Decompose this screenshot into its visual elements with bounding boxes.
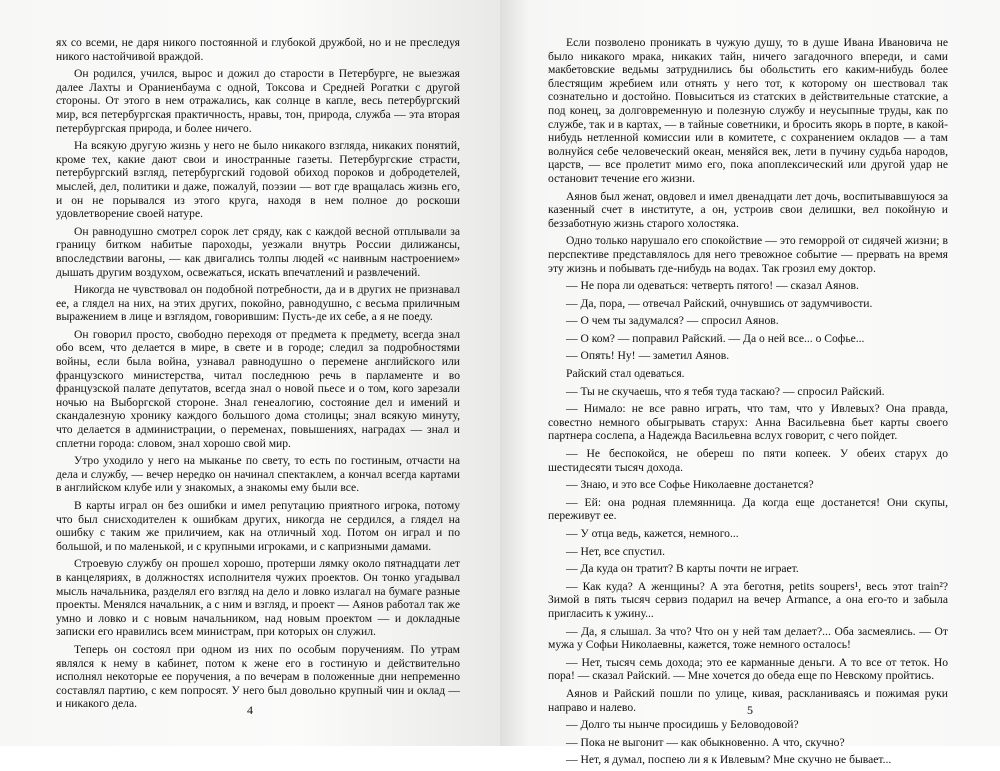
dialogue-line: — У отца ведь, кажется, немного... — [566, 527, 739, 540]
dialogue-line: — Ты не скучаешь, что я тебя туда таскаю? — спросил Райский. — [566, 384, 885, 398]
dialogue-line: — Не беспокойся, не обереш по пяти копеек. У обеих старух до шестидесяти тысяч дохода. — [548, 447, 948, 474]
paragraph: Он равнодушно смотрел сорок лет сряду, как с каждой весной отплывали за границу битком набитые пароходы, уезжали внутрь России дилижансы, впоследствии вагоны, — как двигались толпы людей «с наивным настроением» дышать другим воздухом, освежаться, искать впечатлений и развлечений. — [56, 224, 460, 279]
paragraph: ях со всеми, не даря никого постоянной и глубокой дружбой, но и не преследуя никого настойчивой враждой. — [56, 36, 460, 63]
dialogue-line: — Нимало: не все равно играть, что там, что у Ивлевых? Она правда, совестно немного обыгрывать старух: Анна Васильевна бьет карты своего партнера сослепа, а Надежда Васильевна вслух говорит, с чего пойдет. — [548, 402, 948, 443]
dialogue-line: — Как куда? А женщины? А эта беготня, petits soupers¹, весь этот train²? Зимой в пять тысяч сервиз подарил на вечер Armance, а она его-то и забыла пригласить к ужину... — [548, 579, 948, 620]
dialogue-line: — О чем ты задумался? — спросил Аянов. — [566, 314, 779, 328]
dialogue-line: — Ей: она родная племянница. Да когда еще достанется! Они скупы, переживут ее. — [548, 495, 948, 523]
right-page — [500, 0, 1000, 767]
dialogue-line: — Нет, я думал, поспею ли я к Ивлевым? Мне скучно не бывает... — [566, 753, 892, 767]
paragraph: В карты играл он без ошибки и имел репутацию приятного игрока, потому что был снисходителен к ошибкам других, никогда не сердился, а глядел на ошибку с таким же приличием, как на отличный ход. Потом он играл и по большой, и по маленькой, и с крупными игроками, и с капризными дамами. — [56, 499, 460, 553]
paragraph: Аянов и Райский пошли по улице, кивая, раскланиваясь и пожимая руки направо и налево. — [548, 686, 948, 714]
paragraph: Он говорил просто, свободно переходя от предмета к предмету, всегда знал обо всем, что делается в мире, в свете и в городе; следил за подробностями войны, если была война, узнавал равнодушно о перемене английского или французского министерства, читал последнюю речь в парламенте и во французской палате депутатов, всегда знал о новой пьесе и о том, кого зарезали ночью на Выборгской стороне. Знал генеалогию, состояние дел и имений и скандалезную хронику каждого большого дома столицы; знал всякую минуту, что делается в администрации, о переменах, повышениях, наградах — знал и сплетни города: словом, знал хорошо свой мир. — [56, 327, 460, 450]
dialogue-line: — Нет, тысяч семь дохода; это ее карманные деньги. А то все от теток. Но пора! — сказал Райский. — Мне хочется до обеда еще по Невскому пройтись. — [548, 655, 948, 683]
left-page — [0, 0, 500, 746]
paragraph: Аянов был женат, овдовел и имел двенадцати лет дочь, воспитывавшуюся за казенный счет в институте, а он, устроив свои делишки, вел покойную и беззаботную жизнь старого холостяка. — [548, 189, 948, 230]
paragraph: На всякую другую жизнь у него не было никакого взгляда, никаких понятий, кроме тех, какие дают свои и иностранные газеты. Петербургские страсти, петербургский взгляд, петербургский годовой обиход пороков и добродетелей, мыслей, дел, политики и даже, пожалуй, поэзии — вот где вращалась жизнь его, и он не порывался из этого круга, находя в нем полное до роскоши удовлетворение своей натуре. — [56, 139, 460, 221]
paragraph: Райский стал одеваться. — [566, 367, 685, 381]
dialogue-line: — Да, я слышал. За что? Что он у ней там делает?... Оба засмеялись. — От мужа у Софьи Николаевны, кажется, тоже немного осталось! — [548, 624, 948, 652]
page-number: 4 — [247, 703, 253, 717]
page-number: 5 — [747, 703, 753, 717]
paragraph: Он родился, учился, вырос и дожил до старости в Петербурге, не выезжая далее Лахты и Ораниенбаума с одной, Токсова и Средней Рогатки с другой стороны. От этого в нем отражались, как солнце в капле, весь петербургский мир, вся петербургская практичность, нравы, тон, природа, служба — эта вторая петербургская природа, и более ничего. — [56, 67, 460, 135]
dialogue-line: — Знаю, и это все Софье Николаевне достанется? — [566, 478, 814, 492]
left-page-text — [56, 36, 460, 715]
paragraph: Одно только нарушало его спокойствие — это геморрой от сидячей жизни; в перспективе представлялось для него тревожное событие — прервать на время эту жизнь и побывать где-нибудь на водах. Так грозил ему доктор. — [548, 234, 948, 275]
dialogue-line: — Да куда он тратит? В карты почти не играет. — [566, 562, 799, 576]
right-page-text — [548, 36, 948, 771]
dialogue-line: — О ком? — поправил Райский. — Да о ней все... о Софье... — [566, 331, 865, 345]
paragraph: Если позволено проникать в чужую душу, то в душе Ивана Ивановича не было никакого мрака, никаких тайн, ничего загадочного впереди, и сами макбетовские ведьмы затруднились бы обольстить его каким-нибудь более блестящим жребием или отнять у него тот, к которому он шествовал так сознательно и достойно. Повыситься из статских в действительные статские, а под конец, за долговременную и полезную службу и неусыпные труды, как по службе, так и в картах, — в тайные советники, и бросить якорь в порте, в какой-нибудь нетленной комиссии или в комитете, с сохранением окладов — а там волнуйся себе человеческий океан, меняйся век, лети в пучину судьба народов, царств, — все пролетит мимо его, пока апоплексический или другой удар не остановит течение его жизни. — [548, 36, 948, 185]
paragraph: Никогда не чувствовал он подобной потребности, да и в других не признавал ее, а глядел на них, на этих других, покойно, равнодушно, с весьма приличным выражением в лице и взглядом, говорившим: Пусть-де их себе, а я не поеду. — [56, 283, 460, 324]
dialogue-line: — Опять! Ну! — заметил Аянов. — [566, 349, 730, 363]
dialogue-line: — Долго ты нынче просидишь у Беловодовой? — [566, 718, 799, 732]
paragraph: Строевую службу он прошел хорошо, протерши лямку около пятнадцати лет в канцеляриях, в должностях исполнителя чужих проектов. Он тонко угадывал мысль начальника, разделял его взгляд на дело и ловко излагал на бумаге разные проекты. Менялся начальник, а с ним и взгляд, и проект — Аянов работал так же умно и ловко и с новым начальником, над новым проектом — и докладные записки его нравились всем министрам, при которых он служил. — [56, 557, 460, 639]
paragraph: Теперь он состоял при одном из них по особым поручениям. По утрам являлся к нему в кабинет, потом к жене его в гостиную и действительно исполнял некоторые ее поручения, а по вечерам в положенные дни непременно составлял партию, с кем попросят. У него был довольно крупный чин и оклад — и никакого дела. — [56, 642, 460, 711]
dialogue-line: — Не пора ли одеваться: четверть пятого! — сказал Аянов. — [566, 279, 859, 293]
paragraph: Утро уходило у него на мыканье по свету, то есть по гостиным, отчасти на дела и службу, — вечер нередко он начинал спектаклем, а кончал всегда картами в английском клубе или у знакомых, а знакомы ему были все. — [56, 454, 460, 495]
dialogue-line: — Нет, все спустил. — [566, 544, 665, 558]
dialogue-line: — Да, пора, — отвечал Райский, очнувшись от задумчивости. — [566, 296, 873, 310]
dialogue-line: — Пока не выгонит — как обыкновенно. А что, скучно? — [566, 735, 845, 749]
